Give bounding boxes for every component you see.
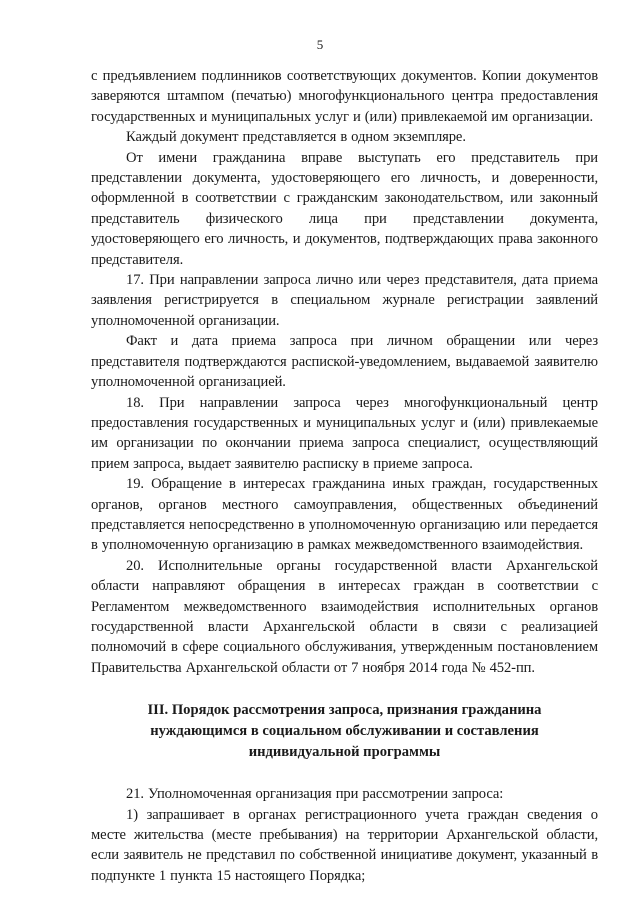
section-heading-line-3: индивидуальной программы (248, 744, 441, 761)
section-heading (91, 700, 598, 763)
paragraph-item-17: 17. При направлении запроса лично или через представителя, дата приема заявления регистрируется в специальном журнале регистрации заявлений уполномоченной организации. (91, 272, 598, 329)
paragraph-representative: От имени гражданина вправе выступать его представитель при представлении документа, удостоверяющего его личность, и доверенности, оформленной в соответствии с гражданским законодательством, или законный представитель физического лица при представлении документа, удостоверяющего его личность, и документов, подтверждающих права законного представителя. (91, 149, 598, 268)
paragraph-item-20: 20. Исполнительные органы государственной власти Архангельской области направляют обращения в интересах граждан в соответствии с Регламентом межведомственного взаимодействия исполнительных органов государственной власти Архангельской области в связи с реализацией полномочий в сфере социального обслуживания, утвержденным постановлением Правительства Архангельской области от 7 ноября 2014 года № 452-пп. (91, 557, 598, 676)
paragraph-receipt-notice: Факт и дата приема запроса при личном обращении или через представителя подтверждаются распиской-уведомлением, выдаваемой заявителю уполномоченной организацией. (91, 333, 598, 391)
paragraph-item-19: 19. Обращение в интересах гражданина иных граждан, государственных органов, органов местного самоуправления, общественных объединений представляется непосредственно в уполномоченную организацию или передается в уполномоченную организацию в рамках межведомственного взаимодействия. (91, 476, 598, 554)
document-body (91, 66, 598, 886)
section-heading-line-1: III. Порядок рассмотрения запроса, признания гражданина (147, 702, 542, 719)
page-number: 5 (316, 37, 324, 52)
paragraph-item-18: 18. При направлении запроса через многофункциональный центр предоставления государственных и муниципальных услуг и (или) привлекаемые им организации по окончании приема запроса специалист, осуществляющий прием запроса, выдает заявителю расписку в приеме запроса. (91, 394, 598, 472)
paragraph-item-21: 21. Уполномоченная организация при рассмотрении запроса: (126, 786, 504, 803)
section-heading-line-2: нуждающимся в социальном обслуживании и составления (150, 723, 539, 740)
paragraph-continuation: с предъявлением подлинников соответствующих документов. Копии документов заверяются штампом (печатью) многофункционального центра предоставления государственных и муниципальных услуг и (или) привлекаемой им организации. (91, 68, 598, 125)
paragraph-item-21-1: 1) запрашивает в органах регистрационного учета граждан сведения о месте жительства (месте пребывания) на территории Архангельской области, если заявитель не представил по собственной инициативе документ, указанный в подпункте 1 пункта 15 настоящего Порядка; (91, 806, 598, 884)
paragraph-single-copy: Каждый документ представляется в одном экземпляре. (126, 129, 466, 146)
